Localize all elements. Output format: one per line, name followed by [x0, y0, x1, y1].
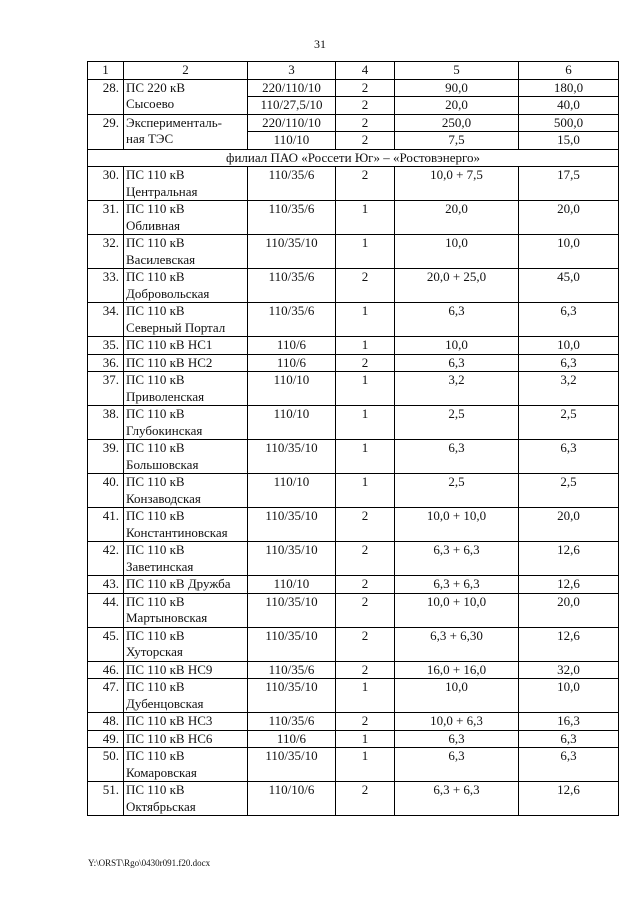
substation-name-line: ная ТЭС: [126, 131, 174, 146]
unit-power-cell: 10,0 + 10,0: [395, 508, 519, 542]
unit-power-cell: 10,0 + 7,5: [395, 167, 519, 201]
transformer-count-cell: 1: [336, 406, 395, 440]
unit-power-cell: 6,3: [395, 748, 519, 782]
total-power-cell: 12,6: [519, 627, 619, 661]
substation-name-line: Константиновская: [126, 524, 228, 540]
substation-name: [124, 576, 248, 594]
unit-power-cell: 20,0 + 25,0: [395, 269, 519, 303]
substation-name-line: Хуторская: [126, 644, 183, 659]
row-number: 29.: [88, 114, 124, 149]
table-row: [88, 406, 619, 440]
substation-name-line: ПС 110 кВ: [126, 474, 185, 489]
transformer-count-cell: 2: [336, 97, 395, 115]
substation-name-line: ПС 110 кВ: [126, 167, 185, 182]
unit-power-cell: 3,2: [395, 372, 519, 406]
table-row: [88, 576, 619, 594]
substation-name: [124, 269, 248, 303]
unit-power-cell: 2,5: [395, 406, 519, 440]
voltage-cell: 110/6: [248, 337, 336, 355]
table-row: [88, 114, 619, 132]
row-number: 45.: [88, 627, 124, 661]
unit-power-cell: 6,3: [395, 440, 519, 474]
page-number: 31: [314, 37, 326, 51]
unit-power-cell: 20,0: [395, 97, 519, 115]
unit-power-cell: 6,3 + 6,3: [395, 782, 519, 816]
transformer-count-cell: 2: [336, 354, 395, 372]
transformer-count-cell: 2: [336, 627, 395, 661]
transformer-count-cell: 2: [336, 132, 395, 150]
transformer-count-cell: 1: [336, 679, 395, 713]
voltage-cell: 110/6: [248, 354, 336, 372]
transformer-count-cell: 2: [336, 713, 395, 731]
substation-name-line: ПС 110 кВ: [126, 782, 185, 797]
table-row: [88, 79, 619, 97]
transformer-count-cell: 2: [336, 269, 395, 303]
row-number: 30.: [88, 167, 124, 201]
transformer-count-cell: 2: [336, 576, 395, 594]
total-power-cell: 16,3: [519, 713, 619, 731]
voltage-cell: 110/35/6: [248, 201, 336, 235]
transformer-count-cell: 1: [336, 474, 395, 508]
unit-power-cell: 6,3 + 6,3: [395, 576, 519, 594]
unit-power-cell: 20,0: [395, 201, 519, 235]
substation-name: [124, 627, 248, 661]
transformer-count-cell: 1: [336, 235, 395, 269]
table-row: [88, 508, 619, 542]
substation-name: [124, 354, 248, 372]
unit-power-cell: 10,0 + 10,0: [395, 593, 519, 627]
unit-power-cell: 6,3: [395, 354, 519, 372]
transformer-count-cell: 2: [336, 79, 395, 97]
row-number: 47.: [88, 679, 124, 713]
total-power-cell: 32,0: [519, 661, 619, 679]
substation-name-line: ПС 110 кВ: [126, 372, 185, 387]
transformer-count-cell: 2: [336, 782, 395, 816]
voltage-cell: 110/35/6: [248, 269, 336, 303]
substation-name: [124, 79, 248, 114]
unit-power-cell: 6,3 + 6,30: [395, 627, 519, 661]
voltage-cell: 110/35/6: [248, 713, 336, 731]
substation-name-line: Комаровская: [126, 764, 197, 780]
substation-name-line: ПС 110 кВ: [126, 627, 185, 643]
total-power-cell: 10,0: [519, 337, 619, 355]
transformer-count-cell: 1: [336, 748, 395, 782]
substation-name-line: ПС 110 кВ: [126, 406, 185, 421]
substation-name: [124, 679, 248, 713]
substation-name-line: ПС 110 кВ НС2: [126, 354, 213, 370]
voltage-cell: 110/10: [248, 406, 336, 440]
table-row: [88, 730, 619, 748]
substation-name-line: ПС 110 кВ: [126, 679, 185, 694]
total-power-cell: 40,0: [519, 97, 619, 115]
voltage-cell: 110/10: [248, 132, 336, 150]
transformer-count-cell: 2: [336, 542, 395, 576]
table-row: [88, 201, 619, 235]
voltage-cell: 110/35/10: [248, 593, 336, 627]
table-row: [88, 474, 619, 508]
substation-name: [124, 235, 248, 269]
substation-name-line: ПС 220 кВ: [126, 79, 186, 95]
substation-name-line: Обливная: [126, 217, 180, 233]
table-row: [88, 337, 619, 355]
substation-name: [124, 730, 248, 748]
substation-name: [124, 661, 248, 679]
substation-name: [124, 542, 248, 576]
row-number: 32.: [88, 235, 124, 269]
table-row: [88, 593, 619, 627]
substation-name-line: Большовская: [126, 456, 199, 472]
table-body: [88, 62, 619, 816]
substation-name-line: Конзаводская: [126, 490, 201, 506]
unit-power-cell: 6,3: [395, 303, 519, 337]
total-power-cell: 2,5: [519, 406, 619, 440]
substation-name: [124, 114, 248, 149]
substation-name-line: Эксперименталь-: [126, 114, 222, 130]
table-row: [88, 354, 619, 372]
substation-name-line: ПС 110 кВ НС1: [126, 337, 213, 352]
voltage-cell: 110/35/10: [248, 440, 336, 474]
column-header-2: 2: [124, 62, 248, 80]
total-power-cell: 500,0: [519, 114, 619, 132]
table-row: [88, 661, 619, 679]
transformer-count-cell: 1: [336, 730, 395, 748]
total-power-cell: 6,3: [519, 730, 619, 748]
total-power-cell: 12,6: [519, 542, 619, 576]
row-number: 46.: [88, 661, 124, 679]
substation-name-line: ПС 110 кВ: [126, 235, 185, 250]
total-power-cell: 6,3: [519, 354, 619, 372]
voltage-cell: 220/110/10: [248, 79, 336, 97]
transformer-count-cell: 1: [336, 303, 395, 337]
total-power-cell: 17,5: [519, 167, 619, 201]
section-heading: филиал ПАО «Россети Юг» – «Ростовэнерго»: [88, 149, 619, 167]
voltage-cell: 110/35/10: [248, 748, 336, 782]
total-power-cell: 20,0: [519, 508, 619, 542]
total-power-cell: 12,6: [519, 576, 619, 594]
substation-name-line: Заветинская: [126, 558, 194, 574]
section-row: [88, 149, 619, 167]
table-row: [88, 167, 619, 201]
table-row: [88, 303, 619, 337]
voltage-cell: 110/35/10: [248, 235, 336, 269]
unit-power-cell: 16,0 + 16,0: [395, 661, 519, 679]
total-power-cell: 45,0: [519, 269, 619, 303]
table-row: [88, 627, 619, 661]
table-row: [88, 713, 619, 731]
total-power-cell: 12,6: [519, 782, 619, 816]
total-power-cell: 10,0: [519, 235, 619, 269]
substation-name: [124, 406, 248, 440]
substation-name-line: ПС 110 кВ: [126, 593, 185, 609]
row-number: 41.: [88, 508, 124, 542]
substation-name: [124, 474, 248, 508]
row-number: 50.: [88, 748, 124, 782]
row-number: 39.: [88, 440, 124, 474]
unit-power-cell: 10,0 + 6,3: [395, 713, 519, 731]
substation-name-line: Мартыновская: [126, 610, 208, 625]
row-number: 44.: [88, 593, 124, 627]
transformer-count-cell: 1: [336, 440, 395, 474]
column-header-3: 3: [248, 62, 336, 80]
table-row: [88, 542, 619, 576]
transformer-count-cell: 2: [336, 167, 395, 201]
table-row: [88, 679, 619, 713]
header-row: [88, 62, 619, 80]
voltage-cell: 110/10: [248, 576, 336, 594]
total-power-cell: 6,3: [519, 303, 619, 337]
substation-name: [124, 440, 248, 474]
row-number: 42.: [88, 542, 124, 576]
substation-name-line: ПС 110 кВ НС6: [126, 730, 213, 746]
row-number: 35.: [88, 337, 124, 355]
substation-name-line: Центральная: [126, 183, 198, 199]
voltage-cell: 110/35/6: [248, 303, 336, 337]
voltage-cell: 110/10/6: [248, 782, 336, 816]
row-number: 49.: [88, 730, 124, 748]
total-power-cell: 2,5: [519, 474, 619, 508]
total-power-cell: 3,2: [519, 372, 619, 406]
substation-name-line: ПС 110 кВ: [126, 440, 185, 455]
substation-name-line: ПС 110 кВ: [126, 303, 185, 318]
row-number: 40.: [88, 474, 124, 508]
transformer-count-cell: 1: [336, 201, 395, 235]
row-number: 36.: [88, 354, 124, 372]
table-row: [88, 782, 619, 816]
substation-name: [124, 167, 248, 201]
row-number: 48.: [88, 713, 124, 731]
voltage-cell: 110/6: [248, 730, 336, 748]
transformer-count-cell: 1: [336, 372, 395, 406]
unit-power-cell: 7,5: [395, 132, 519, 150]
substation-name-line: Северный Портал: [126, 319, 226, 335]
unit-power-cell: 2,5: [395, 474, 519, 508]
row-number: 43.: [88, 576, 124, 594]
total-power-cell: 180,0: [519, 79, 619, 97]
row-number: 38.: [88, 406, 124, 440]
table-row: [88, 440, 619, 474]
voltage-cell: 110/10: [248, 372, 336, 406]
voltage-cell: 220/110/10: [248, 114, 336, 132]
transformer-count-cell: 2: [336, 508, 395, 542]
unit-power-cell: 10,0: [395, 337, 519, 355]
transformer-count-cell: 2: [336, 661, 395, 679]
substation-name: [124, 337, 248, 355]
voltage-cell: 110/35/10: [248, 508, 336, 542]
unit-power-cell: 6,3: [395, 730, 519, 748]
table-row: [88, 372, 619, 406]
substation-name: [124, 713, 248, 731]
substation-name: [124, 303, 248, 337]
column-header-1: 1: [88, 62, 124, 80]
total-power-cell: 15,0: [519, 132, 619, 150]
substation-name-line: Сысоево: [126, 96, 175, 111]
substation-name-line: ПС 110 кВ: [126, 269, 185, 284]
substation-name: [124, 748, 248, 782]
voltage-cell: 110/35/6: [248, 167, 336, 201]
table-row: [88, 235, 619, 269]
total-power-cell: 20,0: [519, 593, 619, 627]
substation-name-line: ПС 110 кВ: [126, 201, 185, 216]
substation-name-line: Приволенская: [126, 388, 205, 404]
total-power-cell: 20,0: [519, 201, 619, 235]
substation-name-line: ПС 110 кВ: [126, 508, 185, 523]
substation-name-line: Дубенцовская: [126, 695, 204, 711]
unit-power-cell: 10,0: [395, 679, 519, 713]
substation-name-line: ПС 110 кВ: [126, 542, 185, 557]
substation-table: [87, 61, 619, 816]
column-header-5: 5: [395, 62, 519, 80]
substation-name-line: Глубокинская: [126, 422, 203, 438]
substation-name-line: ПС 110 кВ НС9: [126, 661, 213, 677]
column-header-4: 4: [336, 62, 395, 80]
substation-name: [124, 372, 248, 406]
unit-power-cell: 6,3 + 6,3: [395, 542, 519, 576]
total-power-cell: 6,3: [519, 748, 619, 782]
transformer-count-cell: 1: [336, 337, 395, 355]
table-row: [88, 269, 619, 303]
file-path-footer: Y:\ORST\Rgo\0430r091.f20.docx: [88, 858, 211, 868]
substation-name: [124, 201, 248, 235]
voltage-cell: 110/35/10: [248, 679, 336, 713]
voltage-cell: 110/10: [248, 474, 336, 508]
substation-name-line: Василевская: [126, 251, 196, 267]
unit-power-cell: 10,0: [395, 235, 519, 269]
voltage-cell: 110/35/6: [248, 661, 336, 679]
substation-name: [124, 593, 248, 627]
voltage-cell: 110/35/10: [248, 542, 336, 576]
voltage-cell: 110/27,5/10: [248, 97, 336, 115]
substation-name: [124, 782, 248, 816]
substation-name-line: ПС 110 кВ Дружба: [126, 576, 231, 591]
column-header-6: 6: [519, 62, 619, 80]
table-row: [88, 748, 619, 782]
row-number: 33.: [88, 269, 124, 303]
substation-name: [124, 508, 248, 542]
transformer-count-cell: 2: [336, 114, 395, 132]
total-power-cell: 6,3: [519, 440, 619, 474]
row-number: 37.: [88, 372, 124, 406]
unit-power-cell: 90,0: [395, 79, 519, 97]
substation-name-line: ПС 110 кВ: [126, 748, 185, 763]
total-power-cell: 10,0: [519, 679, 619, 713]
row-number: 51.: [88, 782, 124, 816]
row-number: 28.: [88, 79, 124, 114]
unit-power-cell: 250,0: [395, 114, 519, 132]
substation-name-line: ПС 110 кВ НС3: [126, 713, 213, 728]
voltage-cell: 110/35/10: [248, 627, 336, 661]
substation-name-line: Октябрьская: [126, 798, 196, 814]
substation-name-line: Добровольская: [126, 285, 210, 301]
row-number: 31.: [88, 201, 124, 235]
transformer-count-cell: 2: [336, 593, 395, 627]
row-number: 34.: [88, 303, 124, 337]
